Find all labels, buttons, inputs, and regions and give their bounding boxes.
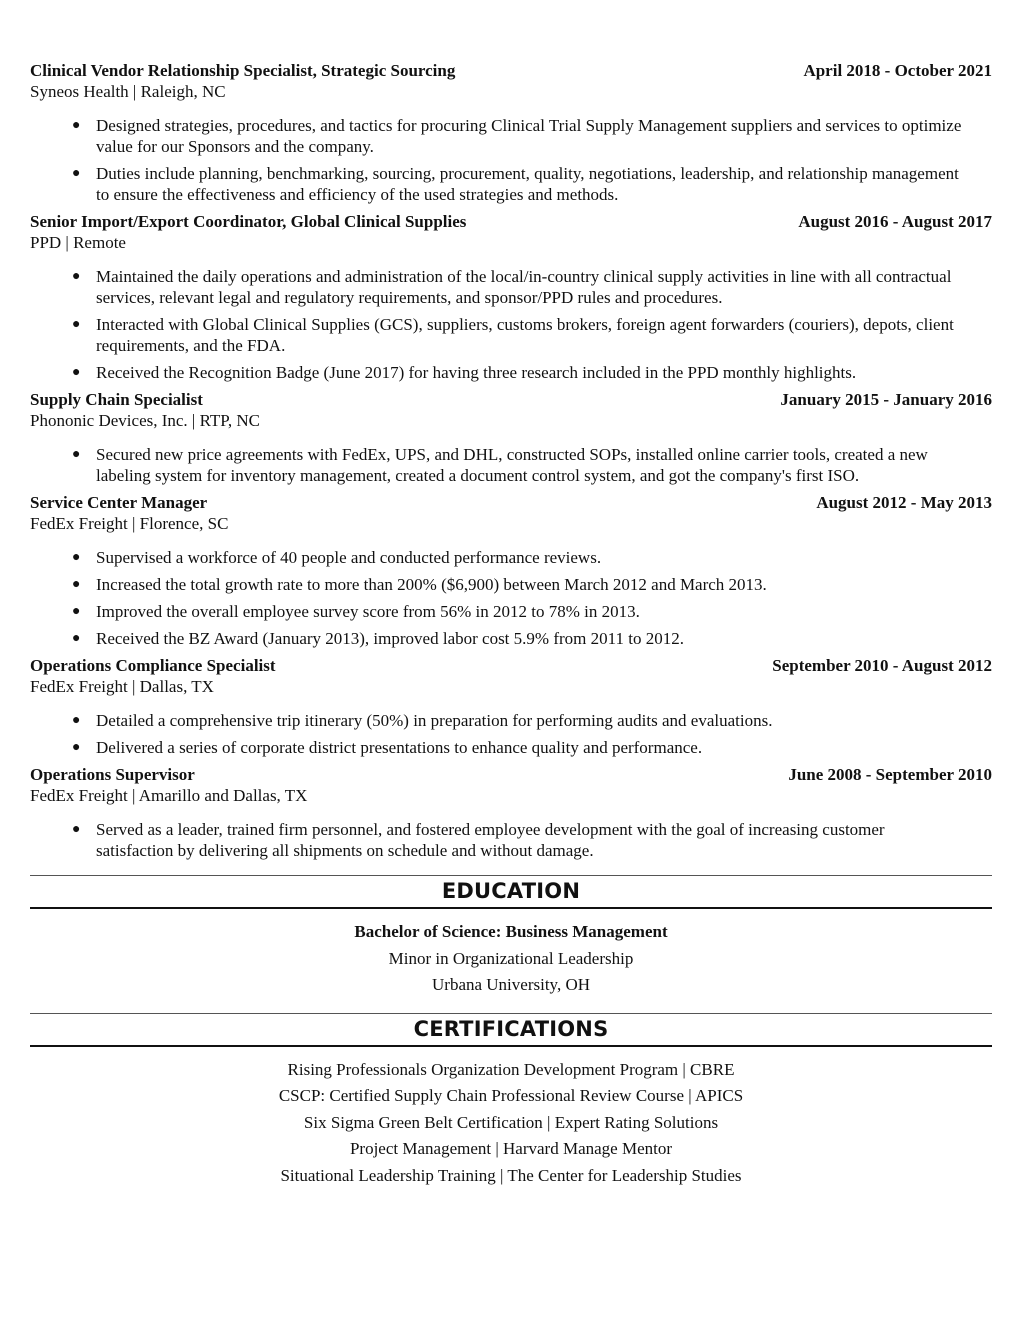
certification-item: CSCP: Certified Supply Chain Professional Review Course | APICS [278,1086,744,1105]
job-bullets [30,710,992,758]
job-title: Supply Chain Specialist [30,390,203,409]
job-dates: August 2012 - May 2013 [816,493,992,512]
job-entry [30,211,992,383]
job-title: Operations Compliance Specialist [30,656,276,675]
certification-item: Situational Leadership Training | The Center for Leadership Studies [280,1165,742,1185]
job-bullet: ● Designed strategies, procedures, and tactics for procuring Clinical Trial Supply Management suppliers and services to optimize value for our Sponsors and the company. [96,115,992,157]
job-bullets [30,266,992,383]
education-heading: EDUCATION [441,879,581,903]
certifications-section-header [30,1013,992,1047]
job-entry [30,389,992,486]
job-bullets [30,819,992,861]
job-bullet: ● Received the Recognition Badge (June 2017) for having three research included in the PPD monthly highlights. [96,362,992,383]
minor: Minor in Organizational Leadership [388,948,634,968]
certification-item: Rising Professionals Organization Development Program | CBRE [287,1059,735,1079]
job-bullet: ● Served as a leader, trained firm personnel, and fostered employee development with the goal of increasing customer satisfaction by delivering all shipments on schedule and without damage. [96,819,992,861]
job-bullet: ● Maintained the daily operations and administration of the local/in-country clinical supply activities in line with all contractual services, relevant legal and regulatory requirements, and sponsor/PPD rules and procedures. [96,266,992,308]
job-bullets [30,547,992,649]
job-company: FedEx Freight | Amarillo and Dallas, TX [30,786,308,805]
job-title: Service Center Manager [30,493,208,512]
job-title: Clinical Vendor Relationship Specialist, Strategic Sourcing [30,61,456,80]
job-bullets [30,444,992,486]
job-title: Operations Supervisor [30,765,195,784]
job-company: FedEx Freight | Dallas, TX [30,677,214,696]
job-entry [30,655,992,758]
job-dates: June 2008 - September 2010 [788,765,992,784]
job-bullet: ● Delivered a series of corporate district presentations to enhance quality and performance. [96,737,992,758]
job-dates: April 2018 - October 2021 [803,61,992,80]
education-block [30,919,992,999]
certification-item: Six Sigma Green Belt Certification | Expert Rating Solutions [303,1112,719,1132]
job-company: FedEx Freight | Florence, SC [30,514,229,533]
job-dates: September 2010 - August 2012 [772,656,992,675]
job-dates: August 2016 - August 2017 [798,212,992,231]
job-entry [30,764,992,861]
job-title: Senior Import/Export Coordinator, Global Clinical Supplies [30,212,467,231]
education-section-header [30,875,992,909]
job-entry [30,60,992,205]
job-bullet: ● Interacted with Global Clinical Supplies (GCS), suppliers, customs brokers, foreign agent forwarders (couriers), depots, client requirements, and the FDA. [96,314,992,356]
certifications-block [30,1057,992,1190]
job-bullet: ● Supervised a workforce of 40 people and conducted performance reviews. [96,547,992,568]
job-company: PPD | Remote [30,233,126,252]
job-bullet: ● Improved the overall employee survey score from 56% in 2012 to 78% in 2013. [96,601,992,622]
degree: Bachelor of Science: Business Management [354,922,668,941]
certification-item: Project Management | Harvard Manage Mentor [349,1139,673,1158]
job-bullet: ● Increased the total growth rate to more than 200% ($6,900) between March 2012 and March 2013. [96,574,992,595]
job-entry [30,492,992,649]
job-bullet: ● Duties include planning, benchmarking, sourcing, procurement, quality, negotiations, leadership, and relationship management to ensure the effectiveness and efficiency of the used strategies and methods. [96,163,992,205]
job-bullet: ● Received the BZ Award (January 2013), improved labor cost 5.9% from 2011 to 2012. [96,628,992,649]
job-bullet: ● Detailed a comprehensive trip itinerary (50%) in preparation for performing audits and evaluations. [96,710,992,731]
certifications-heading: CERTIFICATIONS [413,1016,609,1041]
job-bullet: ● Secured new price agreements with FedEx, UPS, and DHL, constructed SOPs, installed online carrier tools, created a new labeling system for inventory management, created a document control system, and got the company's first ISO. [96,444,992,486]
school: Urbana University, OH [432,975,590,994]
job-company: Phononic Devices, Inc. | RTP, NC [30,411,260,430]
job-bullets [30,115,992,205]
job-dates: January 2015 - January 2016 [780,390,992,409]
job-company: Syneos Health | Raleigh, NC [30,82,226,101]
